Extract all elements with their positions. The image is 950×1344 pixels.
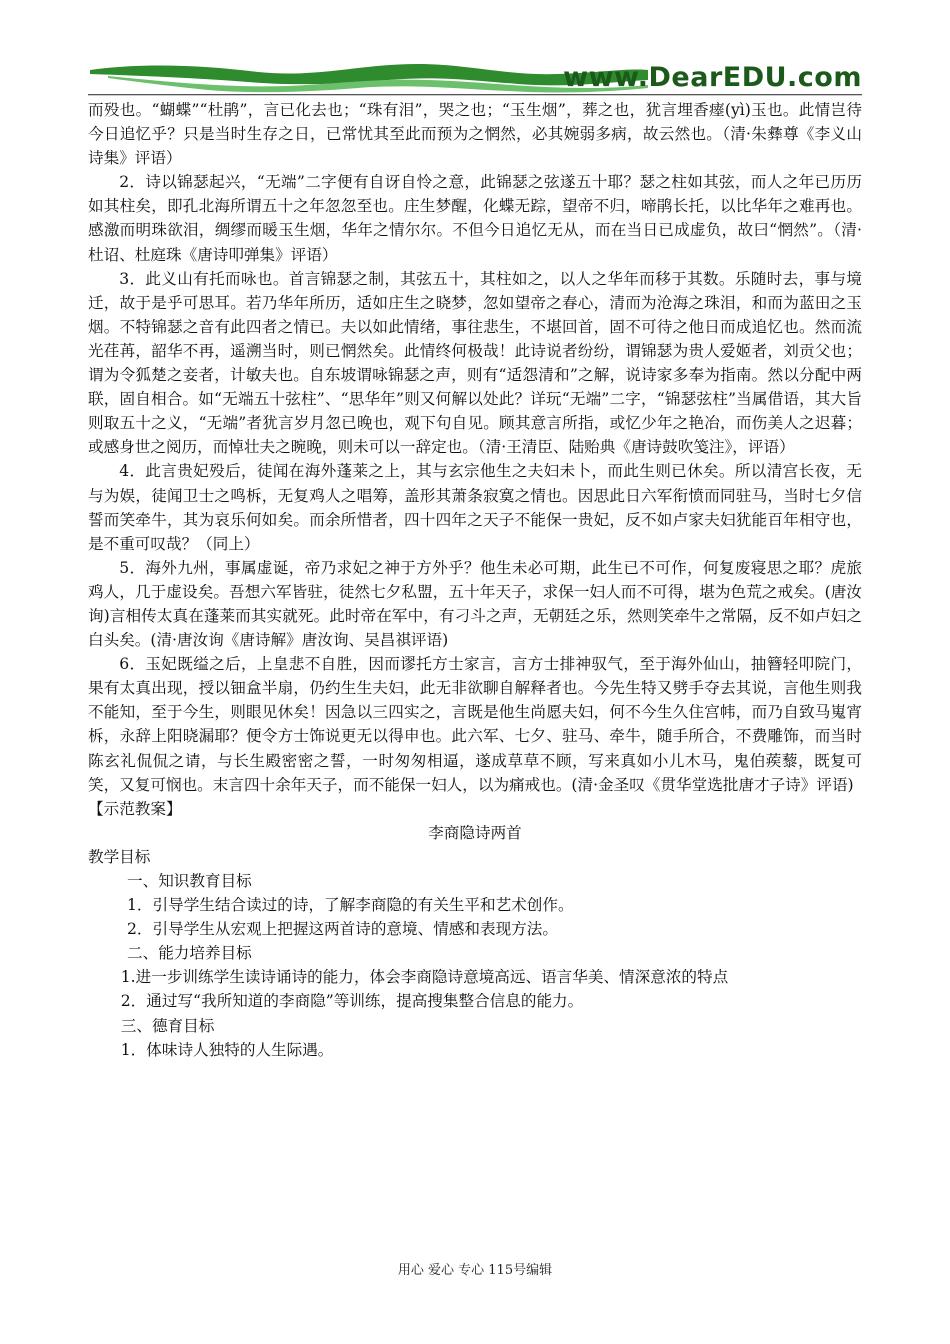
page-header: [88, 58, 862, 98]
ability-item: 2．通过写“我所知道的李商隐”等训练，提高搜集整合信息的能力。: [120, 992, 584, 1011]
lesson-title: 李商隐诗两首: [428, 823, 522, 842]
paragraph-continuation: 而殁也。“蝴蝶”“杜鹃”，言已化去也；“珠有泪”，哭之也；“玉生烟”，葬之也，犹言埋香瘗(yì)玉也。此情岂待今日追忆乎？只是当时生存之日，已常忧其至此而预为之惘然，必其婉弱多病，故云然也。（清·朱彝尊《李义山诗集》评语）: [88, 101, 862, 168]
ability-heading: 二、能力培养目标: [127, 944, 252, 963]
commentary-6: 6．玉妃既缢之后，上皇悲不自胜，因而谬托方士家言，言方士排神驭气，至于海外仙山，抽簪轻叩院门，果有太真出现，授以钿盒半扇，仍约生生夫妇，此无非欲聊自解释者也。今先生特又劈手夺去其说，言他生则我不能知，至于今生，则眼见休矣！因急以三四实之，言既是他生尚愿夫妇，何不今生久住宫帏，而乃自致马嵬宵柝，永辞上阳晓漏耶？便令方士饰说更无以得申也。此六军、七夕、驻马、牵牛，随手所合，不费雕饰，而当时陈玄礼侃侃之请，与长生殿密密之誓，一时匆匆相逼，遂成草草不顾，写来真如小儿木马，鬼伯蒺藜，既复可笑，又复可悯也。末言四十余年天子，而不能保一妇人，以为痛戒也。(清·金圣叹《贯华堂选批唐才子诗》评语): [88, 655, 862, 794]
site-logo: www.DearEDU.com: [563, 62, 862, 93]
moral-heading: 三、德育目标: [120, 1016, 215, 1035]
ability-item: 1.进一步训练学生读诗诵诗的能力，体会李商隐诗意境高远、语言华美、情深意浓的特点: [120, 968, 729, 987]
commentary-3: 3．此义山有托而咏也。首言锦瑟之制，其弦五十，其柱如之，以人之华年而移于其数。乐随时去，事与境迁，故于是乎可思耳。若乃华年所历，适如庄生之晓梦，忽如望帝之春心，清而为沧海之珠泪，和而为蓝田之玉烟。不特锦瑟之音有此四者之情已。夫以如此情绪，事往悲生，不堪回首，固不可待之他日而成追忆也。然而流光荏苒，韶华不再，遥溯当时，则已惘然矣。此情终何极哉！此诗说者纷纷，谓锦瑟为贵人爱姬者，刘贡父也；谓为令狐楚之妾者，计敏夫也。自东坡谓咏锦瑟之声，则有“适怨清和”之解，说诗家多奉为指南。然以分配中两联，固自相合。如“无端五十弦柱”、“思华年”则又何解以处此？详玩“无端”二字，“锦瑟弦柱”当属借语，其大旨则取五十之义，“无端”者犹言岁月忽已晚也，观下句自见。顾其意言所指，或忆少年之艳冶，而伤美人之迟暮；或感身世之阅历，而悼壮夫之晼晚，则未可以一辞定也。（清·王清臣、陆贻典《唐诗鼓吹笺注》，评语）: [88, 269, 862, 457]
knowledge-item: 2．引导学生从宏观上把握这两首诗的意境、情感和表现方法。: [127, 920, 558, 939]
commentary-2: 2．诗以锦瑟起兴，“无端”二字便有自讶自怜之意，此锦瑟之弦遂五十耶？瑟之柱如其弦，而人之年已历历如其柱矣，即孔北海所谓五十之年忽忽至也。庄生梦醒，化蝶无踪，望帝不归，啼鹃长托，以比华年之难再也。感激而明珠欲泪，绸缪而暖玉生烟，华年之情尔尔。不但今日追忆无从，而在当日已成虚负，故曰“惘然”。（清·杜诏、杜庭珠《唐诗叩弹集》评语）: [88, 173, 862, 264]
objectives-heading: 教学目标: [88, 847, 151, 866]
page-footer: 用心 爱心 专心 115号编辑: [397, 1263, 553, 1278]
document-body: [88, 98, 862, 1062]
moral-item: 1．体味诗人独特的人生际遇。: [120, 1040, 334, 1059]
section-heading: 【示范教案】: [88, 799, 182, 818]
commentary-4: 4．此言贵妃殁后，徒闻在海外蓬莱之上，其与玄宗他生之夫妇未卜，而此生则已休矣。所以清宫长夜，无与为娱，徒闻卫士之鸣柝，无复鸡人之唱筹，盖形其萧条寂寞之情也。因思此日六军衔愤而同驻马，当时七夕信誓而笑牵牛，其为哀乐何如矣。而余所惜者，四十四年之天子不能保一贵妃，反不如卢家夫妇犹能百年相守也，是不重可叹哉？（同上）: [88, 462, 862, 553]
knowledge-item: 1．引导学生结合读过的诗，了解李商隐的有关生平和艺术创作。: [127, 896, 574, 915]
commentary-5: 5．海外九州，事属虚诞，帝乃求妃之神于方外乎？他生未必可期，此生已不可作，何复废寝思之耶？虎旅鸡人，几于虚设矣。吾想六军皆驻，徒然七夕私盟，五十年天子，求保一妇人而不可得，堪为色荒之戒矣。(唐汝询)言相传太真在蓬莱而其实就死。此时帝在军中，有刁斗之声，无朝廷之乐，然则笑牵牛之常隔，反不如卢妇之白头矣。(清·唐汝询《唐诗解》唐汝询、吴昌祺评语): [88, 558, 862, 650]
knowledge-heading: 一、知识教育目标: [127, 872, 252, 890]
